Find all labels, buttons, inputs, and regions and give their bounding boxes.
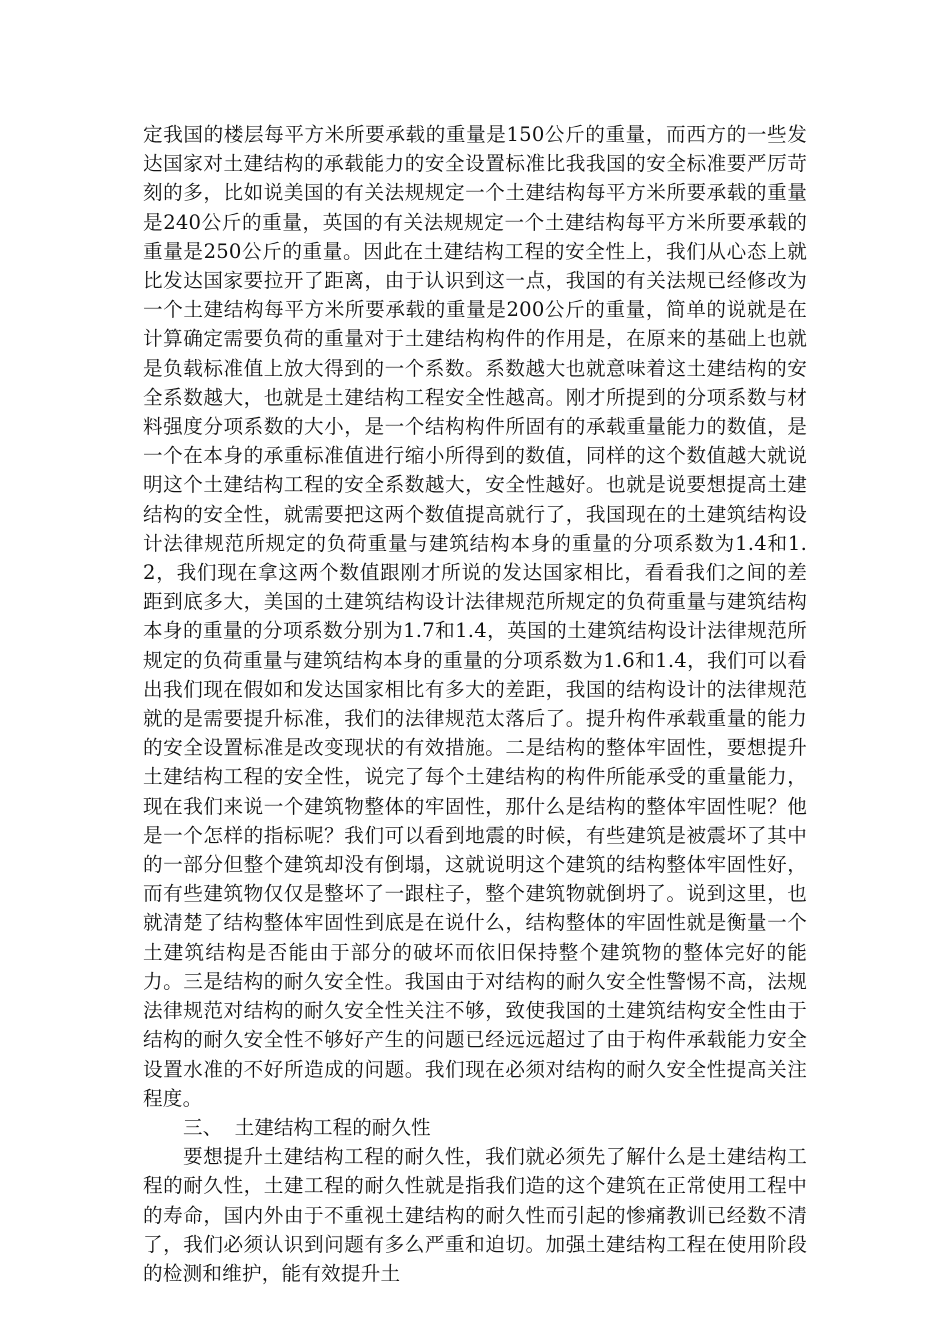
section-heading: 三、 土建结构工程的耐久性 bbox=[183, 1115, 431, 1139]
body-paragraph: 要想提升土建结构工程的耐久性，我们就必须先了解什么是土建结构工程的耐久性，土建工程的耐久性就是指我们造的这个建筑在正常使用工程中的寿命，国内外由于不重视土建结构的耐久性而引起的惨痛教训已经数不清了，我们必须认识到问题有多么严重和迫切。加强土建结构工程在使用阶段的检测和维护，能有效提升土 bbox=[143, 1145, 807, 1285]
body-paragraph-continued: 定我国的楼层每平方米所要承载的重量是150公斤的重量，而西方的一些发达国家对土建结构的承载能力的安全设置标准比我我国的安全标准要严厉苛刻的多，比如说美国的有关法规规定一个土建结构每平方米所要承载的重量是240公斤的重量，英国的有关法规规定一个土建结构每平方米所要承载的重量是250公斤的重量。因此在土建结构工程的安全性上，我们从心态上就比发达国家要拉开了距离，由于认识到这一点，我国的有关法规已经修改为一个土建结构每平方米所要承载的重量是200公斤的重量，简单的说就是在计算确定需要负荷的重量对于土建结构构件的作用是，在原来的基础上也就是负载标准值上放大得到的一个系数。系数越大也就意味着这土建结构的安全系数越大，也就是土建结构工程安全性越高。刚才所提到的分项系数与材料强度分项系数的大小，是一个结构构件所固有的承载重量能力的数值，是一个在本身的承重标准值进行缩小所得到的数值，同样的这个数值越大就说明这个土建结构工程的安全系数越大，安全性越好。也就是说要想提高土建结构的安全性，就需要把这两个数值提高就行了，我国现在的土建筑结构设计法律规范所规定的负荷重量与建筑结构本身的重量的分项系数为1.4和1.2，我们现在拿这两个数值跟刚才所说的发达国家相比，看看我们之间的差距到底多大，美国的土建筑结构设计法律规范所规定的负荷重量与建筑结构本身的重量的分项系数分别为1.7和1.4，英国的土建筑结构设计法律规范所规定的负荷重量与建筑结构本身的重量的分项系数为1.6和1.4，我们可以看出我们现在假如和发达国家相比有多大的差距，我国的结构设计的法律规范就的是需要提升标准，我们的法律规范太落后了。提升构件承载重量的能力的安全设置标准是改变现状的有效措施。二是结构的整体牢固性，要想提升土建结构工程的安全性，说完了每个土建结构的构件所能承受的重量能力，现在我们来说一个建筑物整体的牢固性，那什么是结构的整体牢固性呢？他是一个怎样的指标呢？我们可以看到地震的时候，有些建筑是被震坏了其中的一部分但整个建筑却没有倒塌，这就说明这个建筑的结构整体牢固性好，而有些建筑物仅仅是整坏了一跟柱子，整个建筑物就倒坍了。说到这里，也就清楚了结构整体牢固性到底是在说什么，结构整体的牢固性就是衡量一个土建筑结构是否能由于部分的破坏而依旧保持整个建筑物的整体完好的能力。三是结构的耐久安全性。我国由于对结构的耐久安全性警惕不高，法规法律规范对结构的耐久安全性关注不够，致使我国的土建筑结构安全性由于结构的耐久安全性不够好产生的问题已经远远超过了由于构件承载能力安全设置水准的不好所造成的问题。我们现在必须对结构的耐久安全性提高关注程度。 bbox=[143, 123, 807, 1110]
document-page bbox=[143, 120, 807, 1288]
